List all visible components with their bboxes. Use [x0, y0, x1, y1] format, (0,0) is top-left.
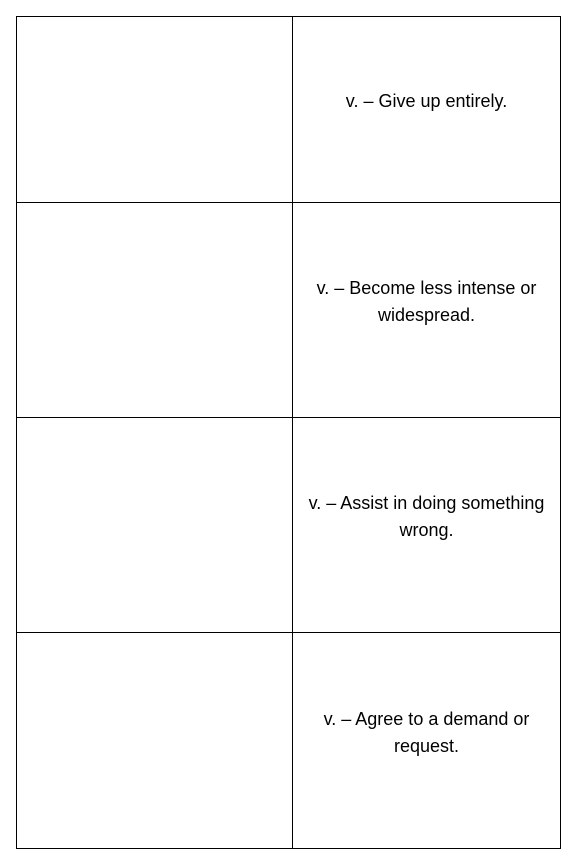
term-cell [17, 418, 293, 633]
term-cell [17, 203, 293, 418]
definition-text: v. – Assist in doing something wrong. [308, 493, 545, 540]
definition-cell [293, 17, 560, 203]
term-cell [17, 17, 293, 203]
definition-text: v. – Become less intense or widespread. [316, 278, 537, 325]
definition-cell [293, 203, 560, 418]
definition-text: v. – Agree to a demand or request. [323, 708, 530, 756]
definition-text: v. – Give up entirely. [345, 91, 508, 111]
definition-cell [293, 633, 560, 848]
term-cell [17, 633, 293, 848]
vocabulary-card-table [16, 16, 561, 849]
definition-cell [293, 418, 560, 633]
